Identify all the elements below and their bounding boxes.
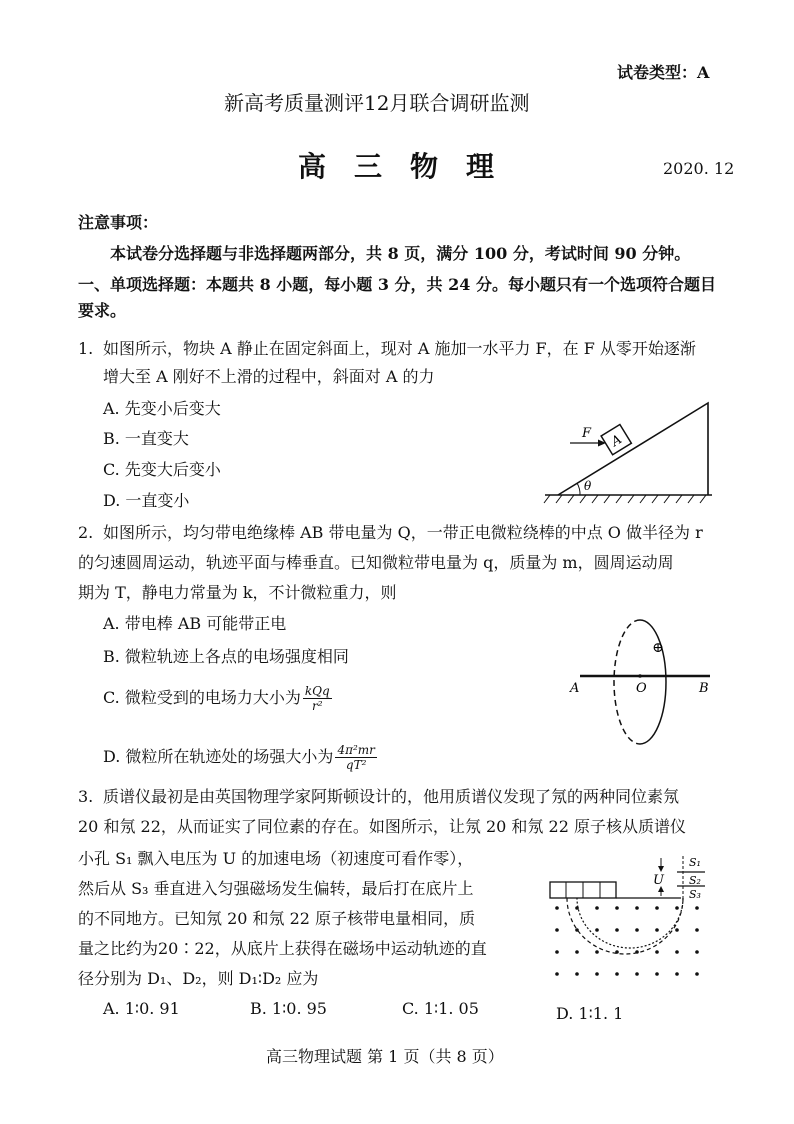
exam-name: 新高考质量测评12月联合调研监测 [224, 91, 530, 115]
section-heading: 一、单项选择题：本题共 8 小题，每小题 3 分，共 24 分。每小题只有一个选项符合题目 [78, 275, 716, 294]
q1-block-label: A [608, 432, 625, 450]
q1-option-b: B. 一直变大 [103, 429, 189, 448]
q1-option-c: C. 先变大后变小 [103, 460, 221, 479]
page-footer: 高三物理试题 第 1 页（共 8 页） [266, 1047, 504, 1066]
section-heading-cont: 要求。 [78, 301, 127, 320]
q3-stem-line3: 小孔 S₁ 飘入电压为 U 的加速电场（初速度可看作零）， [78, 849, 474, 868]
q2-stem-line2: 的匀速圆周运动，轨迹平面与棒垂直。已知微粒带电量为 q，质量为 m，圆周运动周 [78, 553, 674, 572]
q2-stem-line3: 期为 T，静电力常量为 k，不计微粒重力，则 [78, 583, 397, 602]
q3-option-b: B. 1∶0. 95 [250, 999, 327, 1018]
exam-date: 2020. 12 [663, 159, 735, 178]
q2-label-a: A [570, 681, 580, 696]
q3-stem-line6: 量之比约为20∶22，从底片上获得在磁场中运动轨迹的直 [78, 939, 487, 958]
subject-title: 高 三 物 理 [298, 150, 495, 183]
q2-label-b: B [699, 681, 709, 696]
q2-charge-symbol: ⊕ [652, 640, 664, 656]
q2-option-b: B. 微粒轨迹上各点的电场强度相同 [103, 647, 349, 666]
q2-option-d-text: D. 微粒所在轨迹处的场强大小为 [103, 747, 334, 766]
q2-option-c-denominator: r² [311, 699, 323, 713]
q2-option-d-numerator: 4π²mr [337, 743, 375, 757]
q2-option-c-fraction [303, 684, 332, 713]
q1-stem-line2: 增大至 A 刚好不上滑的过程中，斜面对 A 的力 [103, 367, 435, 386]
q2-option-d-fraction [335, 743, 376, 772]
q3-label-s3: S₃ [689, 888, 701, 901]
q3-stem-line4: 然后从 S₃ 垂直进入匀强磁场发生偏转，最后打在底片上 [78, 879, 474, 898]
q1-force-label: F [582, 426, 592, 441]
q3-number: 3. [78, 787, 94, 806]
q3-option-d: D. 1∶1. 1 [556, 1004, 624, 1023]
q3-option-a: A. 1∶0. 91 [103, 999, 180, 1018]
q1-incline-figure [540, 395, 720, 510]
q1-option-a: A. 先变小后变大 [103, 399, 221, 418]
q2-option-c-numerator: kQq [304, 684, 330, 698]
q2-option-c-text: C. 微粒受到的电场力大小为 [103, 688, 301, 707]
q2-option-a: A. 带电棒 AB 可能带正电 [103, 614, 287, 633]
q2-option-d [103, 743, 377, 772]
q3-stem-line5: 的不同地方。已知氖 20 和氖 22 原子核带电量相同，质 [78, 909, 476, 928]
q3-mass-spectrometer-figure [545, 850, 717, 1000]
q1-angle-label: θ [584, 479, 592, 493]
notice-title: 注意事项： [78, 213, 159, 232]
q3-label-s2: S₂ [689, 874, 701, 887]
q3-option-c: C. 1∶1. 05 [402, 999, 479, 1018]
q2-label-o: O [636, 681, 647, 696]
q2-option-c [103, 684, 332, 713]
q3-label-s1: S₁ [689, 856, 701, 869]
q2-charged-rod-figure [560, 610, 730, 760]
q2-number: 2. [78, 523, 94, 542]
q3-stem-line1: 质谱仪最初是由英国物理学家阿斯顿设计的，他用质谱仪发现了氖的两种同位素氖 [103, 787, 680, 806]
paper-type: 试卷类型：A [617, 63, 710, 82]
q2-option-d-denominator: qT² [345, 758, 367, 772]
q1-number: 1. [78, 339, 94, 358]
q2-stem-line1: 如图所示，均匀带电绝缘棒 AB 带电量为 Q，一带正电微粒绕棒的中点 O 做半径为 r [103, 523, 703, 542]
notice-body: 本试卷分选择题与非选择题两部分，共 8 页，满分 100 分，考试时间 90 分钟。 [110, 244, 691, 263]
q3-stem-line7: 径分别为 D₁、D₂，则 D₁∶D₂ 应为 [78, 969, 319, 988]
q3-stem-line2: 20 和氖 22，从而证实了同位素的存在。如图所示，让氖 20 和氖 22 原子核从质谱仪 [78, 817, 686, 836]
q1-stem-line1: 如图所示，物块 A 静止在固定斜面上，现对 A 施加一水平力 F，在 F 从零开始逐渐 [103, 339, 696, 358]
q1-option-d: D. 一直变小 [103, 491, 190, 510]
q3-voltage-label: U [653, 873, 664, 888]
